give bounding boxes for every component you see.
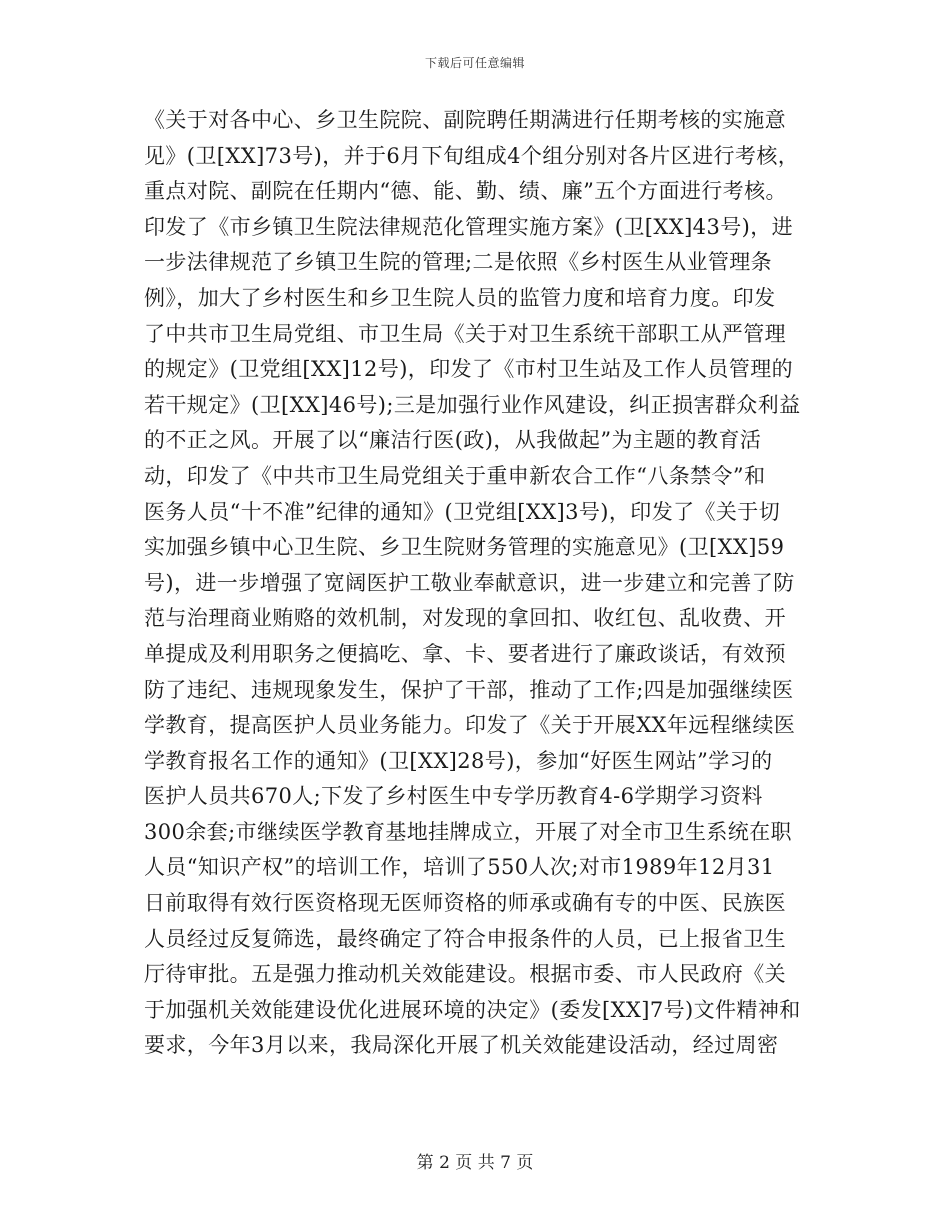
- text-line: 学教育报名工作的通知》(卫[XX]28号)，参加“好医生网站”学习的: [144, 748, 773, 773]
- text-line: 了中共市卫生局党组、市卫生局《关于对卫生系统干部职工从严管理: [144, 321, 786, 346]
- text-line: 若干规定》(卫[XX]46号);三是加强行业作风建设，纠正损害群众利益: [144, 392, 801, 417]
- text-line: 例》，加大了乡村医生和乡卫生院人员的监管力度和培育力度。印发: [144, 285, 776, 310]
- text-line: 人员“知识产权”的培训工作，培训了550人次;对市1989年12月31: [144, 855, 775, 880]
- text-line: 的规定》(卫党组[XX]12号)，印发了《市村卫生站及工作人员管理的: [144, 357, 793, 382]
- text-line: 的不正之风。开展了以“廉洁行医(政)，从我做起”为主题的教育活: [144, 428, 762, 453]
- text-line: 厅待审批。五是强力推动机关效能建设。根据市委、市人民政府《关: [144, 962, 786, 987]
- text-line: 范与治理商业贿赂的效机制，对发现的拿回扣、收红包、乱收费、开: [144, 606, 786, 631]
- text-line: 见》(卫[XX]73号)，并于6月下旬组成4个组分别对各片区进行考核，: [144, 143, 800, 168]
- text-line: 印发了《市乡镇卫生院法律规范化管理实施方案》(卫[XX]43号)，进: [144, 214, 793, 239]
- text-line: 单提成及利用职务之便搞吃、拿、卡、要者进行了廉政谈话，有效预: [144, 641, 786, 666]
- text-line: 学教育，提高医护人员业务能力。印发了《关于开展XX年远程继续医: [144, 713, 796, 738]
- text-line: 医务人员“十不准”纪律的通知》(卫党组[XX]3号)，印发了《关于切: [144, 499, 781, 524]
- text-line: 人员经过反复筛选，最终确定了符合申报条件的人员，已上报省卫生: [144, 926, 786, 951]
- text-line: 号)，进一步增强了宽阔医护工敬业奉献意识，进一步建立和完善了防: [144, 570, 795, 595]
- text-line: 要求，今年3月以来，我局深化开展了机关效能建设活动，经过周密: [144, 1033, 779, 1058]
- text-line: 《关于对各中心、乡卫生院院、副院聘任期满进行任期考核的实施意: [144, 108, 786, 132]
- text-line: 300余套;市继续医学教育基地挂牌成立，开展了对全市卫生系统在职: [144, 819, 792, 844]
- page-number: 第 2 页 共 7 页: [416, 1153, 534, 1173]
- text-line: 一步法律规范了乡镇卫生院的管理;二是依照《乡村医生从业管理条: [144, 250, 773, 275]
- text-line: 防了违纪、违规现象发生，保护了干部，推动了工作;四是加强继续医: [144, 677, 794, 702]
- text-line: 实加强乡镇中心卫生院、乡卫生院财务管理的实施意见》(卫[XX]59: [144, 535, 785, 560]
- text-line: 日前取得有效行医资格现无医师资格的师承或确有专的中医、民族医: [144, 891, 786, 916]
- text-line: 于加强机关效能建设优化进展环境的决定》(委发[XX]7号)文件精神和: [144, 997, 801, 1022]
- text-line: 重点对院、副院在任期内“德、能、勤、绩、廉”五个方面进行考核。: [144, 179, 787, 204]
- document-body: [144, 103, 814, 1064]
- text-line: 医护人员共670人;下发了乡村医生中专学历教育4-6学期学习资料: [144, 784, 763, 809]
- page-header-note: 下载后可任意编辑: [424, 56, 525, 70]
- text-line: 动，印发了《中共市卫生局党组关于重申新农合工作“八条禁令”和: [144, 463, 766, 488]
